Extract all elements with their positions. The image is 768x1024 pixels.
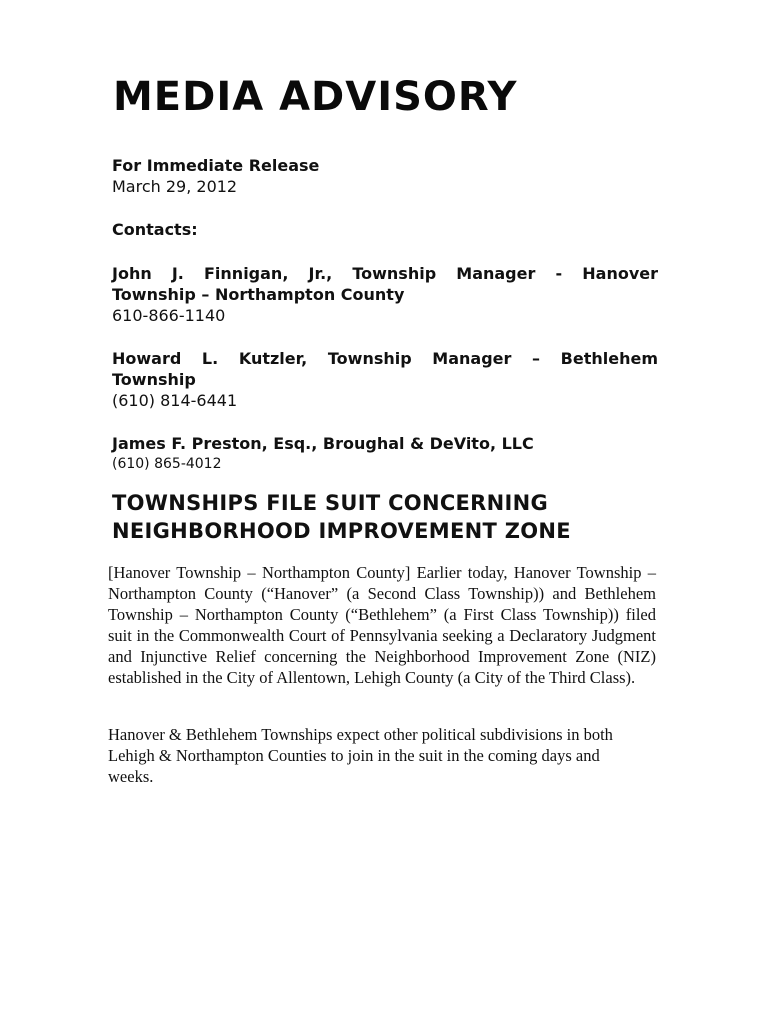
body-paragraph-block — [108, 562, 656, 688]
contact-name-line: Township – Northampton County — [112, 285, 405, 304]
release-date: March 29, 2012 — [112, 177, 238, 196]
contact-entry — [112, 433, 658, 474]
contact-phone: 610-866-1140 — [112, 306, 226, 325]
contact-name-line: Howard L. Kutzler, Township Manager – Bethlehem — [112, 349, 658, 368]
document-title: MEDIA ADVISORY — [113, 74, 518, 120]
contact-name-line: James F. Preston, Esq., Broughal & DeVito, LLC — [112, 434, 534, 453]
headline-line: NEIGHBORHOOD IMPROVEMENT ZONE — [112, 519, 571, 543]
body-paragraph: [Hanover Township – Northampton County] Earlier today, Hanover Township – Northampton County (“Hanover” (a Second Class Township)) and Bethlehem Township – Northampton County (“Bethlehem” (a First Class Township)) filed suit in the Commonwealth Court of Pennsylvania seeking a Declaratory Judgment and Injunctive Relief concerning the Neighborhood Improvement Zone (NIZ) established in the City of Allentown, Lehigh County (a City of the Third Class). — [108, 563, 656, 687]
contact-phone: (610) 865-4012 — [112, 456, 222, 472]
contact-phone: (610) 814-6441 — [112, 391, 238, 410]
contact-name-line: Township — [112, 370, 196, 389]
contacts-heading: Contacts: — [112, 220, 198, 239]
body-paragraph-block — [108, 724, 648, 787]
contact-entry — [112, 263, 658, 326]
contacts-heading-block — [112, 219, 658, 240]
contact-name-line: John J. Finnigan, Jr., Township Manager - Hanover — [112, 264, 658, 283]
headline-line: TOWNSHIPS FILE SUIT CONCERNING — [112, 491, 549, 515]
contact-entry — [112, 348, 658, 411]
release-label: For Immediate Release — [112, 156, 320, 175]
headline-block — [112, 489, 672, 545]
release-block — [112, 155, 658, 197]
body-paragraph: Hanover & Bethlehem Townships expect other political subdivisions in both Lehigh & Northampton Counties to join in the suit in the coming days and weeks. — [108, 725, 613, 786]
